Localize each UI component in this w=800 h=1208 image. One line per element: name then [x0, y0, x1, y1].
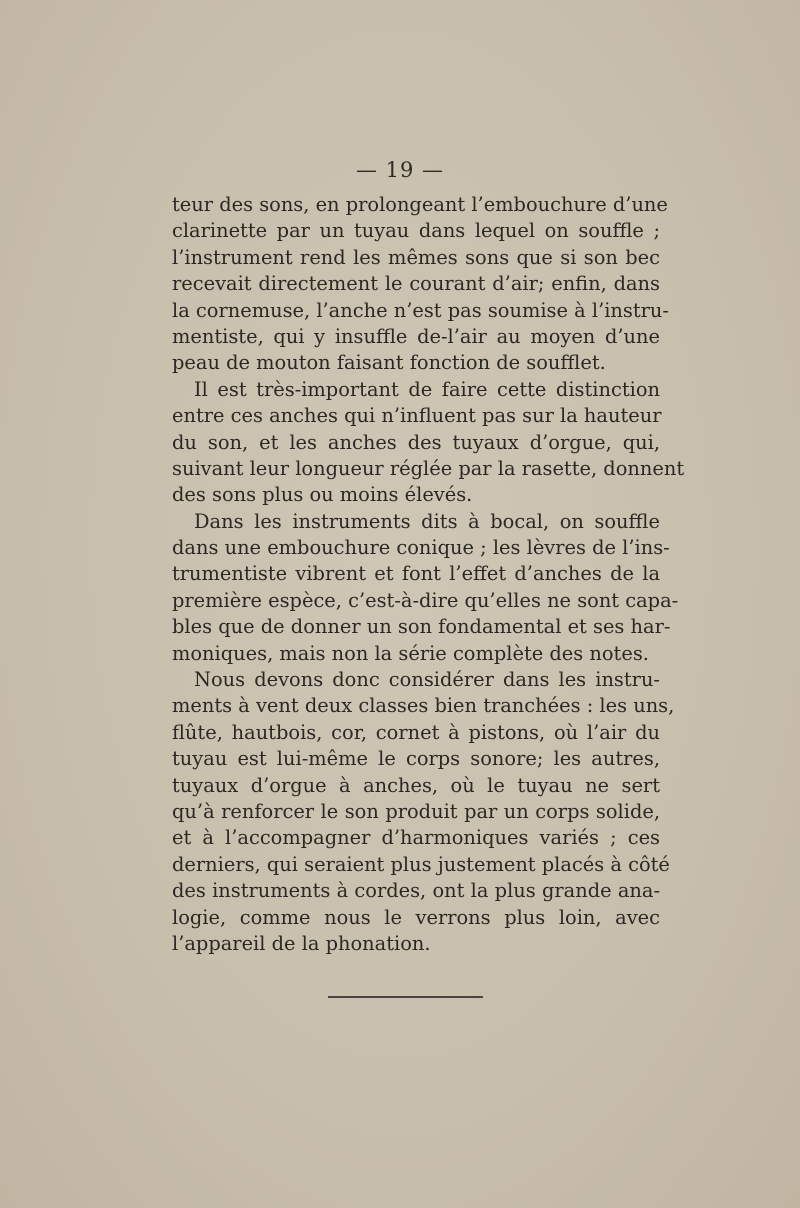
text-line: ments à vent deux classes bien tranchées : les uns, — [172, 694, 675, 718]
text-line: suivant leur longueur réglée par la rasette, donnent — [172, 456, 685, 480]
end-rule — [328, 996, 483, 998]
text-line: peau de mouton faisant fonction de soufflet. — [172, 351, 606, 375]
text-line: première espèce, c’est-à-dire qu’elles ne sont capa- — [172, 588, 679, 612]
text-line: bles que de donner un son fondamental et ses har- — [172, 615, 671, 639]
text-line: l’instrument rend les mêmes sons que si son bec — [172, 245, 660, 269]
text-line: des sons plus ou moins élevés. — [172, 483, 473, 507]
text-line: tuyaux d’orgue à anches, où le tuyau ne sert — [172, 773, 660, 797]
text-line: derniers, qui seraient plus justement placés à côté — [172, 852, 670, 876]
text-line: l’appareil de la phonation. — [172, 931, 431, 955]
text-line: entre ces anches qui n’influent pas sur la hauteur — [172, 404, 662, 428]
text-line: logie, comme nous le verrons plus loin, avec — [172, 905, 660, 929]
body-text — [172, 192, 685, 957]
text-line: et à l’accompagner d’harmoniques variés ; ces — [172, 826, 660, 850]
text-line: Il est très-important de faire cette distinction — [194, 377, 660, 401]
text-line: teur des sons, en prolongeant l’embouchure d’une — [172, 193, 668, 216]
text-line: la cornemuse, l’anche n’est pas soumise à l’instru- — [172, 298, 669, 322]
text-line: mentiste, qui y insuffle de-l’air au moyen d’une — [172, 324, 660, 348]
text-line: des instruments à cordes, ont la plus grande ana- — [172, 879, 660, 903]
text-line: qu’à renforcer le son produit par un corps solide, — [172, 799, 660, 823]
text-line: Dans les instruments dits à bocal, on souffle — [194, 509, 660, 533]
text-line: du son, et les anches des tuyaux d’orgue, qui, — [172, 430, 660, 454]
text-line: trumentiste vibrent et font l’effet d’anches de la — [172, 562, 660, 586]
text-line: moniques, mais non la série complète des notes. — [172, 641, 649, 665]
page-number: — 19 — — [355, 158, 445, 182]
text-line: tuyau est lui-même le corps sonore; les autres, — [172, 747, 660, 771]
text-line: flûte, hautbois, cor, cornet à pistons, où l’air du — [172, 720, 660, 744]
text-line: recevait directement le courant d’air; enfin, dans — [172, 272, 660, 296]
text-line: dans une embouchure conique ; les lèvres de l’ins- — [172, 536, 670, 560]
text-line: Nous devons donc considérer dans les instru- — [194, 668, 660, 692]
text-line: clarinette par un tuyau dans lequel on souffle ; — [172, 219, 660, 243]
